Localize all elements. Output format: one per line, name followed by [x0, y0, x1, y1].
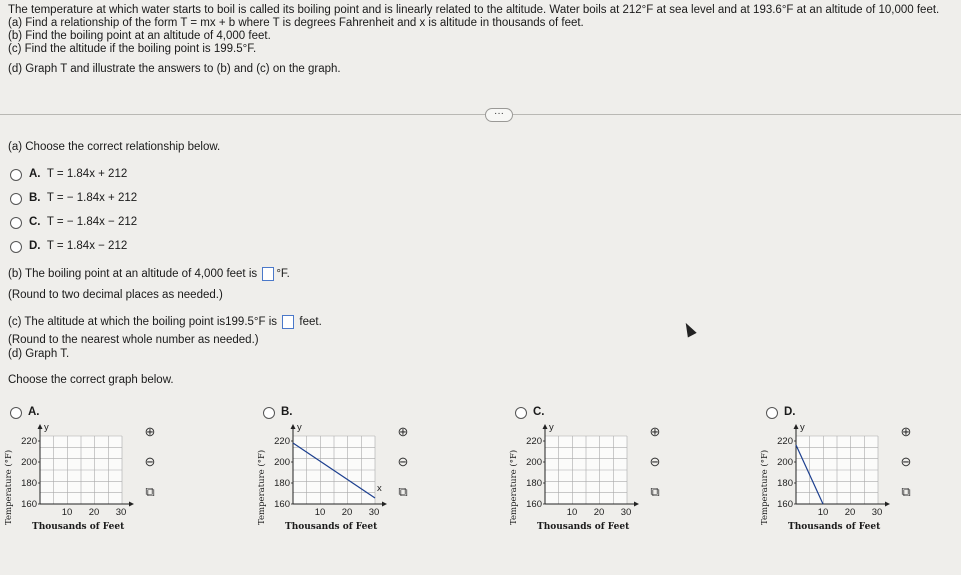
- question-d-prompt: Choose the correct graph below.: [8, 374, 174, 386]
- x-axis-title: Thousands of Feet: [788, 522, 881, 532]
- temp-sea-level: 212°F: [622, 4, 654, 16]
- zoom-in-icon[interactable]: ⊕: [144, 424, 156, 439]
- zoom-in-icon[interactable]: ⊕: [900, 424, 912, 439]
- question-c-note: (Round to the nearest whole number as needed.): [8, 334, 259, 346]
- y-axis-letter: y: [549, 422, 554, 433]
- option-d-label[interactable]: [29, 240, 127, 252]
- x-tick-label: 30: [368, 507, 380, 518]
- zoom-out-icon[interactable]: ⊖: [144, 454, 156, 469]
- graph-option-c-label[interactable]: C.: [533, 406, 545, 418]
- y-tick-label: 160: [777, 499, 793, 510]
- y-tick-label: 180: [526, 478, 542, 489]
- option-text: T = 1.84x + 212: [46, 168, 128, 180]
- option-a-label[interactable]: [29, 168, 127, 180]
- y-axis-title: Temperature (°F): [509, 449, 519, 525]
- option-text: T = − 1.84x + 212: [46, 192, 138, 204]
- x-axis-title: Thousands of Feet: [32, 522, 125, 532]
- question-b-note: (Round to two decimal places as needed.): [8, 289, 223, 301]
- y-tick-label: 220: [526, 436, 542, 447]
- graph-option-d[interactable]: [760, 420, 961, 540]
- part-d-statement: (d) Graph T and illustrate the answers to (b) and (c) on the graph.: [8, 63, 341, 75]
- question-c-unit: feet.: [296, 316, 322, 329]
- y-tick-label: 220: [777, 436, 793, 447]
- y-axis-letter: y: [297, 422, 302, 433]
- y-tick-label: 160: [274, 499, 290, 510]
- y-tick-label: 180: [274, 478, 290, 489]
- external-link-icon[interactable]: ⧉: [145, 484, 155, 499]
- zoom-out-icon[interactable]: ⊖: [397, 454, 409, 469]
- external-link-icon[interactable]: ⧉: [650, 484, 660, 499]
- y-tick-label: 180: [21, 478, 37, 489]
- y-tick-label: 160: [21, 499, 37, 510]
- x-tick-label: 10: [817, 507, 829, 518]
- x-tick-label: 30: [620, 507, 632, 518]
- part-c-statement: (c) Find the altitude if the boiling point is 199.5°F.: [8, 43, 257, 55]
- intro-text-a: The temperature at which water starts to boil is called its boiling point and is linearly related to the altitude. Water boils at: [8, 4, 623, 16]
- y-tick-label: 160: [526, 499, 542, 510]
- graph-option-c-radio[interactable]: [515, 407, 527, 419]
- graph-plot: [515, 420, 645, 520]
- question-c-text: (c) The altitude at which the boiling point is199.5°F is: [8, 316, 281, 329]
- graph-option-a-label[interactable]: A.: [28, 406, 40, 418]
- x-axis-letter: x: [377, 483, 382, 494]
- external-link-icon[interactable]: ⧉: [398, 484, 408, 499]
- option-letter: B.: [29, 192, 41, 204]
- x-tick-label: 20: [88, 507, 100, 518]
- y-tick-label: 200: [526, 457, 542, 468]
- zoom-out-icon[interactable]: ⊖: [900, 454, 912, 469]
- option-b-radio[interactable]: [10, 193, 22, 205]
- section-divider: [0, 114, 961, 115]
- part-a-statement: (a) Find a relationship of the form T = mx + b where T is degrees Fahrenheit and x is altitude in thousands of feet.: [8, 17, 584, 29]
- option-letter: C.: [29, 216, 41, 228]
- x-axis-title: Thousands of Feet: [537, 522, 630, 532]
- option-b-label[interactable]: [29, 192, 137, 204]
- graph-option-b[interactable]: [257, 420, 463, 540]
- option-d-radio[interactable]: [10, 241, 22, 253]
- external-link-icon[interactable]: ⧉: [901, 484, 911, 499]
- question-b: [8, 267, 290, 281]
- zoom-in-icon[interactable]: ⊕: [649, 424, 661, 439]
- graph-plot: [10, 420, 140, 520]
- part-b-statement: (b) Find the boiling point at an altitude of 4,000 feet.: [8, 30, 271, 42]
- option-c-radio[interactable]: [10, 217, 22, 229]
- y-tick-label: 180: [777, 478, 793, 489]
- option-letter: D.: [29, 240, 41, 252]
- intro-text-b: at sea level and at: [653, 4, 754, 16]
- answer-c-input[interactable]: [282, 315, 294, 329]
- graph-option-d-radio[interactable]: [766, 407, 778, 419]
- question-b-text: (b) The boiling point at an altitude of 4,000 feet is: [8, 268, 261, 281]
- y-tick-label: 220: [274, 436, 290, 447]
- intro-text-c: at an altitude of 10,000 feet.: [793, 4, 940, 16]
- y-axis-letter: y: [44, 422, 49, 433]
- x-tick-label: 10: [566, 507, 578, 518]
- graph-option-b-radio[interactable]: [263, 407, 275, 419]
- graph-option-a[interactable]: [4, 420, 210, 540]
- option-c-label[interactable]: [29, 216, 137, 228]
- option-a-radio[interactable]: [10, 169, 22, 181]
- x-tick-label: 20: [844, 507, 856, 518]
- option-text: T = 1.84x − 212: [46, 240, 128, 252]
- graph-plot: [263, 420, 393, 520]
- y-tick-label: 220: [21, 436, 37, 447]
- graph-plot: [766, 420, 896, 520]
- problem-intro: [8, 4, 939, 17]
- x-tick-label: 20: [341, 507, 353, 518]
- y-tick-label: 200: [21, 457, 37, 468]
- zoom-out-icon[interactable]: ⊖: [649, 454, 661, 469]
- x-tick-label: 30: [115, 507, 127, 518]
- y-tick-label: 200: [274, 457, 290, 468]
- graph-option-c[interactable]: [509, 420, 715, 540]
- mouse-cursor-icon: [681, 320, 696, 337]
- x-tick-label: 30: [871, 507, 883, 518]
- question-b-unit: °F.: [276, 268, 290, 281]
- question-c: [8, 315, 322, 329]
- y-axis-letter: y: [800, 422, 805, 433]
- temp-altitude: 193.6°F: [753, 4, 794, 16]
- question-d-label: (d) Graph T.: [8, 348, 70, 360]
- y-axis-title: Temperature (°F): [4, 449, 14, 525]
- y-tick-label: 200: [777, 457, 793, 468]
- y-axis-title: Temperature (°F): [257, 449, 267, 525]
- option-letter: A.: [29, 168, 41, 180]
- graph-option-a-radio[interactable]: [10, 407, 22, 419]
- x-tick-label: 20: [593, 507, 605, 518]
- graph-option-b-label[interactable]: B.: [281, 406, 293, 418]
- graph-option-d-label[interactable]: D.: [784, 406, 796, 418]
- option-text: T = − 1.84x − 212: [46, 216, 138, 228]
- expand-more-button[interactable]: ···: [485, 108, 513, 122]
- x-tick-label: 10: [61, 507, 73, 518]
- question-a-prompt: (a) Choose the correct relationship below.: [8, 141, 221, 153]
- x-tick-label: 10: [314, 507, 326, 518]
- x-axis-title: Thousands of Feet: [285, 522, 378, 532]
- answer-b-input[interactable]: [262, 267, 274, 281]
- y-axis-title: Temperature (°F): [760, 449, 770, 525]
- zoom-in-icon[interactable]: ⊕: [397, 424, 409, 439]
